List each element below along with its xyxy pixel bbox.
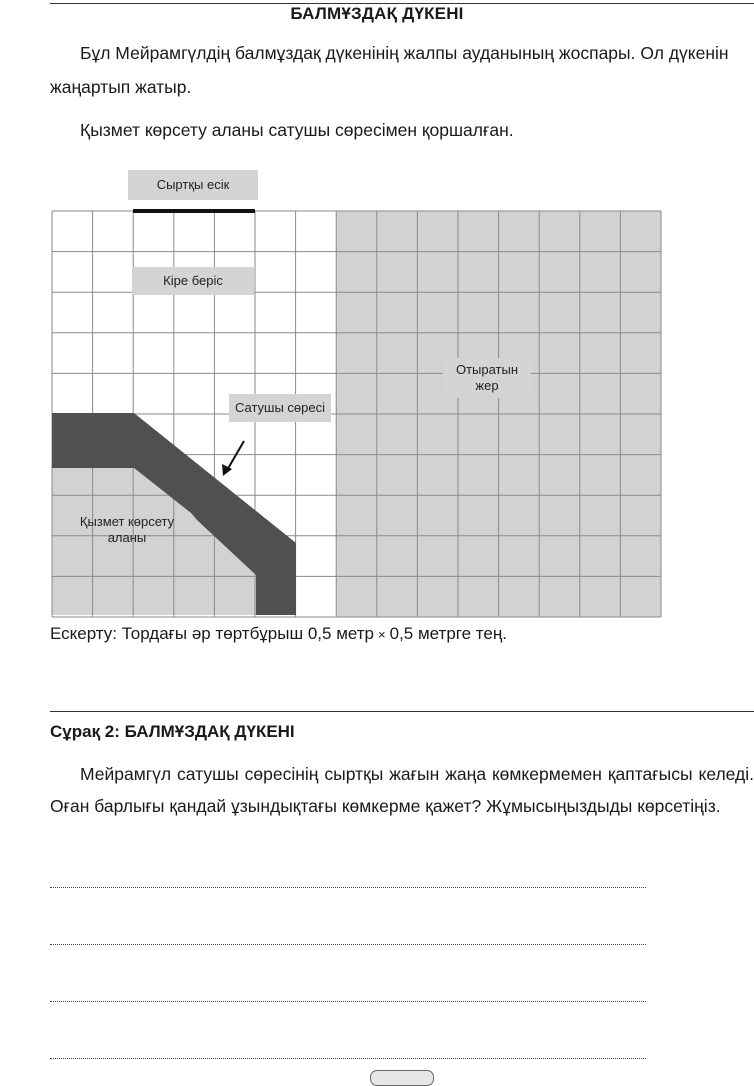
service-area-label: Қызмет көрсету аланы [79,514,175,545]
times-symbol: × [378,627,386,642]
grid-note-prefix: Ескерту: Тордағы әр төртбұрыш 0,5 метр [50,624,375,643]
answer-line[interactable] [50,1058,646,1059]
section-divider [50,711,754,712]
answer-line[interactable] [50,887,646,888]
outer-door-label: Сыртқы есік [128,170,258,200]
counter-label: Сатушы сөресі [229,394,331,422]
page-number-tab [370,1070,434,1086]
entrance-label: Кіре беріс [132,267,254,295]
intro-note: Қызмет көрсету аланы сатушы сөресімен қоршалған. [80,120,514,140]
grid-note-suffix: 0,5 метрге тең. [389,624,507,643]
grid-note [50,624,507,644]
page-title: БАЛМҰЗДАҚ ДҮКЕНІ [290,4,464,23]
answer-line[interactable] [50,944,646,945]
question-title: Сұрақ 2: БАЛМҰЗДАҚ ДҮКЕНІ [50,722,295,741]
answer-line[interactable] [50,1001,646,1002]
intro-paragraph: Бұл Мейрамгүлдің балмұздақ дүкенінің жалпы ауданының жоспары. Ол дүкенін жаңартып жатыр. [50,43,729,97]
seating-area-label: Отыратын жер [443,358,531,398]
question-text: Мейрамгүл сатушы сөресінің сыртқы жағын жаңа көмкермемен қаптағысы келеді. Оған барлығы қандай ұзындықтағы көмкерме қажет? Жұмысыңыздыды көрсетіңіз. [50,764,754,816]
